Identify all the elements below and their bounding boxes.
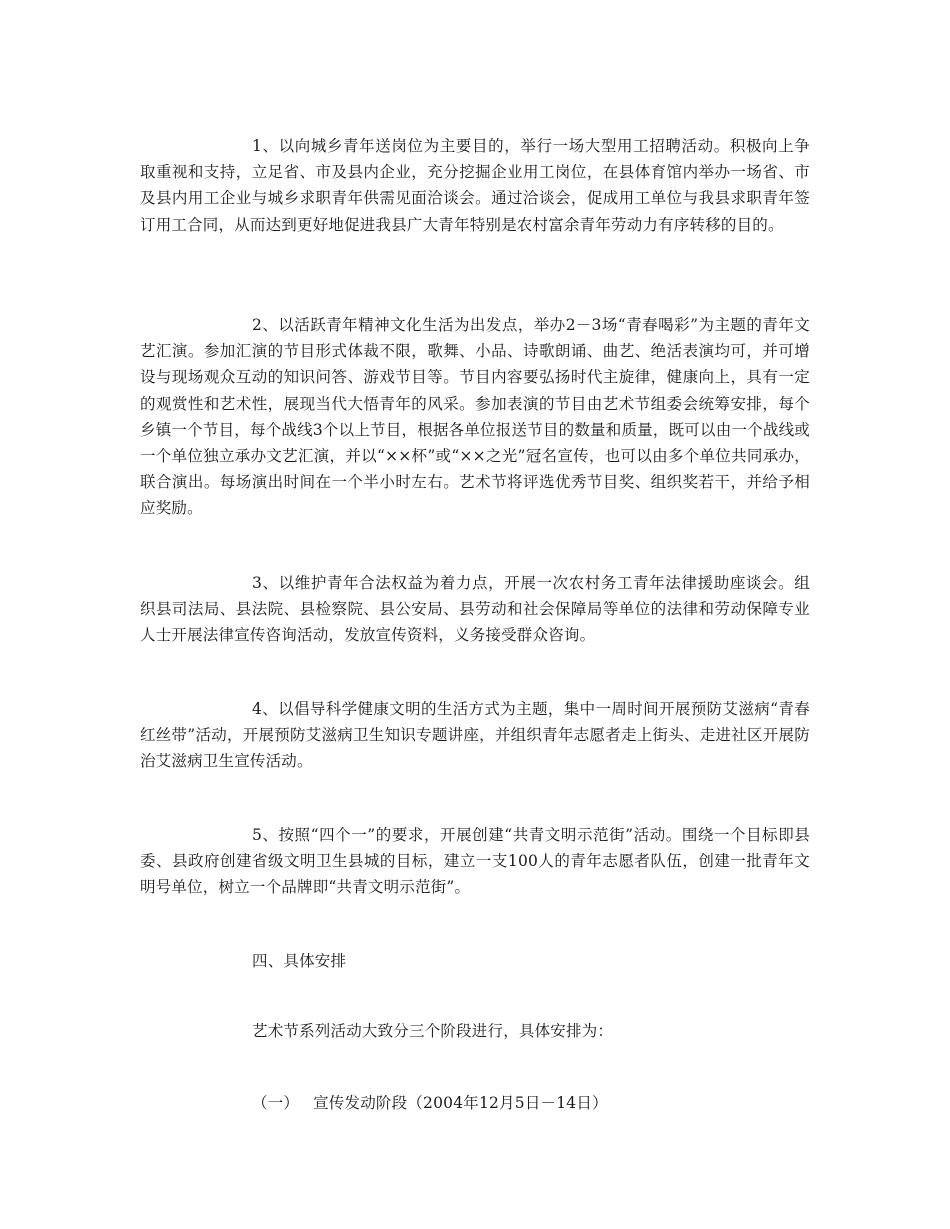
intro-paragraph: 艺术节系列活动大致分三个阶段进行，具体安排为： xyxy=(252,1022,614,1040)
paragraph-civilized-street: 5、按照“四个一”的要求，开展创建“共青文明示范街”活动。围绕一个目标即县委、县政府创建省级文明卫生县城的目标，建立一支100人的青年志愿者队伍，创建一批青年文明号单位，树立一个品牌即“共青文明示范街”。 xyxy=(140,826,810,897)
paragraph-legal-aid: 3、以维护青年合法权益为着力点，开展一次农村务工青年法律援助座谈会。组织县司法局、县法院、县检察院、县公安局、县劳动和社会保障局等单位的法律和劳动保障专业人士开展法律宣传咨询活动，发放宣传资料，义务接受群众咨询。 xyxy=(140,574,810,645)
paragraph-art-performance: 2、以活跃青年精神文化生活为出发点，举办2－3场“青春喝彩”为主题的青年文艺汇演。参加汇演的节目形式体裁不限，歌舞、小品、诗歌朗诵、曲艺、绝活表演均可，并可增设与现场观众互动的知识问答、游戏节目等。节目内容要弘扬时代主旋律，健康向上，具有一定的观赏性和艺术性，展现当代大悟青年的风采。参加表演的节目由艺术节组委会统筹安排，每个乡镇一个节目，每个战线3个以上节目，根据各单位报送节目的数量和质量，既可以由一个战线或一个单位独立承办文艺汇演，并以“××杯”或“××之光”冠名宣传，也可以由多个单位共同承办，联合演出。每场演出时间在一个半小时左右。艺术节将评选优秀节目奖、组织奖若干，并给予相应奖励。 xyxy=(140,316,810,518)
stage-title: 宣传发动阶段（2004年12月5日－14日） xyxy=(313,1094,608,1112)
stage-number: （一） xyxy=(252,1094,300,1112)
paragraph-job-fair: 1、以向城乡青年送岗位为主要目的，举行一场大型用工招聘活动。积极向上争取重视和支持，立足省、市及县内企业，充分挖掘企业用工岗位，在县体育馆内举办一场省、市及县内用工企业与城乡求职青年供需见面洽谈会。通过洽谈会，促成用工单位与我县求职青年签订用工合同，从而达到更好地促进我县广大青年特别是农村富余青年劳动力有序转移的目的。 xyxy=(140,137,810,234)
stage-heading xyxy=(252,1090,608,1116)
section-heading: 四、具体安排 xyxy=(252,952,347,970)
paragraph-aids-prevention: 4、以倡导科学健康文明的生活方式为主题，集中一周时间开展预防艾滋病“青春红丝带”活动，开展预防艾滋病卫生知识专题讲座，并组织青年志愿者走上街头、走进社区开展防治艾滋病卫生宣传活动。 xyxy=(140,700,810,771)
